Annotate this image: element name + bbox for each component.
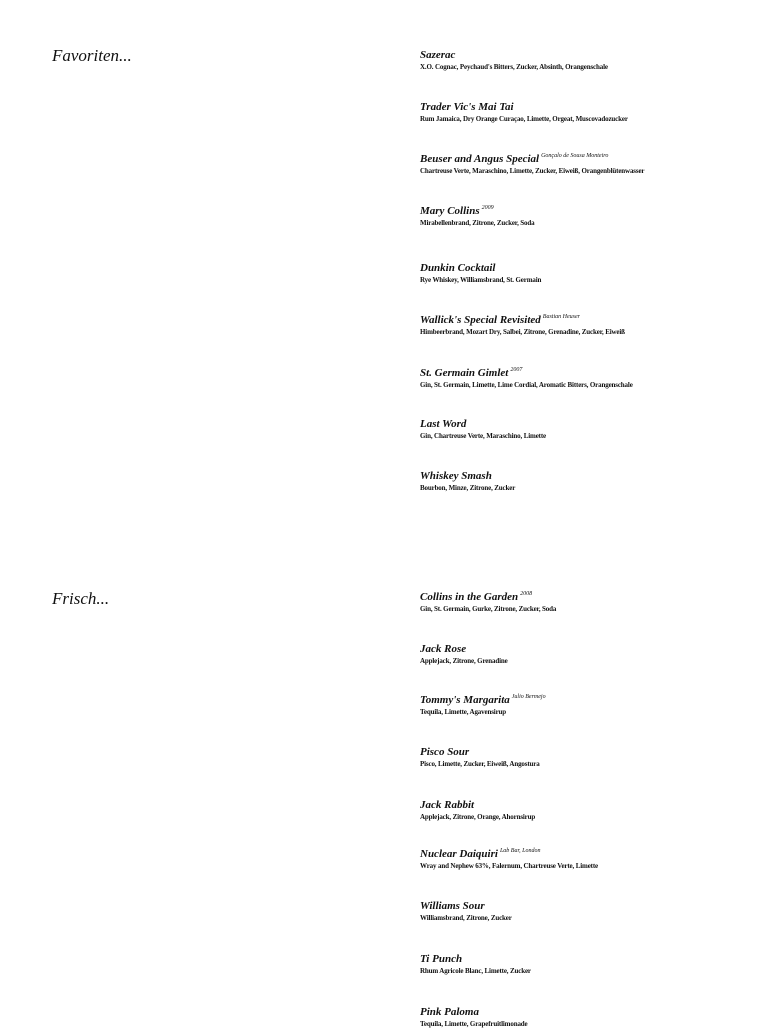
drink-ingredients: X.O. Cognac, Peychaud's Bitters, Zucker, Absinth, Orangenschale [420,63,608,71]
drink-ingredients: Gin, St. Germain, Limette, Lime Cordial, Aromatic Bitters, Orangenschale [420,381,633,389]
drink-item [420,845,760,871]
drink-name: Dunkin Cocktail [420,262,496,274]
drink-credit: Bastian Heuser [542,314,580,320]
drink-item [420,640,760,666]
drink-name: Beuser and Angus Special [420,153,540,165]
drink-ingredients: Williamsbrand, Zitrone, Zucker [420,914,512,922]
drink-name: Last Word [420,418,467,430]
drink-item [420,743,760,769]
drink-item [420,46,760,72]
drink-name: Whiskey Smash [420,470,492,482]
drink-item [420,415,760,441]
drink-ingredients: Rye Whiskey, Williamsbrand, St. Germain [420,276,542,284]
drink-name: Trader Vic's Mai Tai [420,101,514,113]
drink-credit: 2009 [481,205,494,211]
drink-ingredients: Gin, Chartreuse Verte, Maraschino, Limette [420,432,546,440]
drink-name: Williams Sour [420,900,485,912]
drink-item [420,259,760,285]
section-heading-frisch: Frisch... [52,589,110,608]
drink-ingredients: Applejack, Zitrone, Orange, Ahornsirup [420,813,536,821]
drink-name: Tommy's Margarita [420,694,510,706]
drink-credit: 2008 [520,591,533,597]
drink-name: Jack Rose [420,643,467,655]
drink-name: Wallick's Special Revisited [420,314,541,326]
drink-item [420,311,760,337]
drink-name: Jack Rabbit [420,799,475,811]
drink-credit: Gonçalo de Sousa Monteiro [541,153,609,159]
drink-ingredients: Rum Jamaica, Dry Orange Curaçao, Limette, Orgeat, Muscovadozucker [420,115,628,123]
drink-ingredients: Tequila, Limette, Agavensirup [420,708,507,716]
drink-ingredients: Himbeerbrand, Mozart Dry, Salbei, Zitrone, Grenadine, Zucker, Eiweiß [420,328,625,336]
drink-name: Pink Paloma [420,1006,479,1018]
drink-name: Mary Collins [420,205,480,217]
drink-ingredients: Pisco, Limette, Zucker, Eiweiß, Angostura [420,760,540,768]
drink-credit: Julio Bermejo [511,694,546,700]
drink-credit: Lab Bar, London [499,848,541,854]
drink-name: St. Germain Gimlet [420,367,509,379]
drink-name: Ti Punch [420,953,463,965]
drink-item [420,202,760,228]
drink-item [420,588,760,614]
drink-ingredients: Wray and Nephew 63%, Falernum, Chartreuse Verte, Limette [420,862,598,870]
section-heading-favoriten: Favoriten... [52,46,132,65]
drink-ingredients: Tequila, Limette, Grapefruitlimonade [420,1020,528,1028]
drink-name: Sazerac [420,49,456,61]
drink-ingredients: Mirabellenbrand, Zitrone, Zucker, Soda [420,219,535,227]
drink-name: Pisco Sour [420,746,470,758]
drink-name: Nuclear Daiquiri [420,848,498,860]
drink-ingredients: Applejack, Zitrone, Grenadine [420,657,508,665]
drink-item [420,1003,760,1029]
drink-item [420,691,760,717]
drink-item [420,796,760,822]
drink-ingredients: Gin, St. Germain, Gurke, Zitrone, Zucker, Soda [420,605,557,613]
drink-credit: 2007 [510,367,523,373]
drink-item [420,364,760,390]
drink-item [420,467,760,493]
drink-ingredients: Rhum Agricole Blanc, Limette, Zucker [420,967,531,975]
drink-name: Collins in the Garden [420,591,519,603]
drink-item [420,98,760,124]
drink-item [420,150,760,176]
drink-ingredients: Chartreuse Verte, Maraschino, Limette, Zucker, Eiweiß, Orangenblütenwasser [420,167,645,175]
drink-item [420,897,760,923]
drink-ingredients: Bourbon, Minze, Zitrone, Zucker [420,484,516,492]
drink-item [420,950,760,976]
